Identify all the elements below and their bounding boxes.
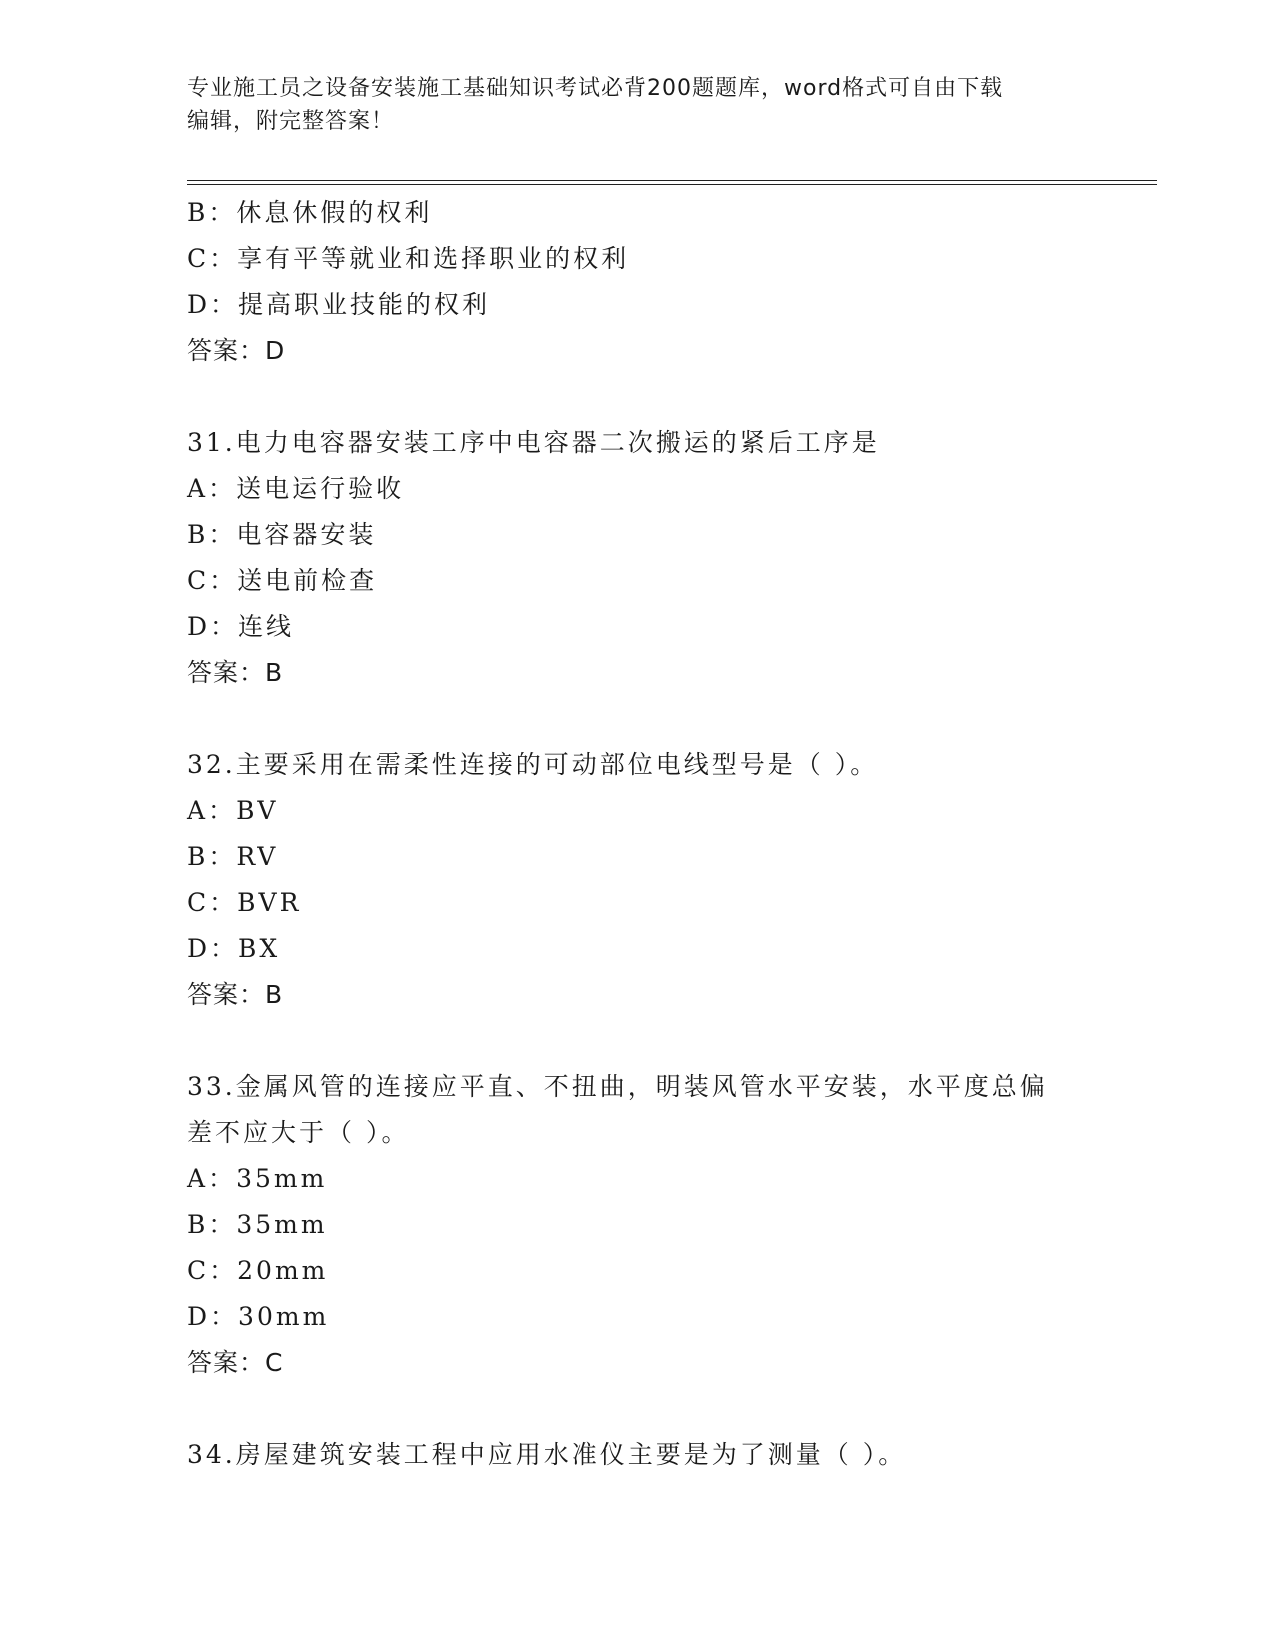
option-text: BV <box>236 796 279 825</box>
option-text: RV <box>236 842 279 871</box>
option-c <box>187 880 1137 926</box>
option-a <box>187 1156 1137 1202</box>
option-text: 电容器安装 <box>236 520 377 549</box>
spacer <box>187 1018 1137 1064</box>
question-text: 房屋建筑安装工程中应用水准仪主要是为了测量（ ）。 <box>235 1440 907 1469</box>
document-body <box>187 190 1137 1478</box>
question-34 <box>187 1432 1137 1478</box>
option-text: 连线 <box>238 612 295 641</box>
option-text: 送电前检查 <box>237 566 378 595</box>
option-text: 送电运行验收 <box>236 474 405 503</box>
option-letter: C： <box>187 244 238 273</box>
header-line-1: 专业施工员之设备安装施工基础知识考试必背200题题库，word格式可自由下载 <box>187 76 1004 101</box>
option-letter: B： <box>187 842 237 871</box>
answer: 答案：B <box>187 980 284 1009</box>
option-letter: C： <box>187 1256 238 1285</box>
question-stem <box>187 420 1137 466</box>
option-text: BX <box>238 934 281 963</box>
option-c <box>187 558 1137 604</box>
option-b <box>187 190 1137 236</box>
answer: 答案：C <box>187 1348 284 1377</box>
option-c <box>187 1248 1137 1294</box>
option-letter: D： <box>187 290 239 319</box>
option-letter: A： <box>187 474 237 503</box>
option-letter: A： <box>187 1164 237 1193</box>
question-text: 金属风管的连接应平直、不扭曲，明装风管水平安装，水平度总偏 <box>235 1072 1048 1101</box>
option-letter: A： <box>187 796 237 825</box>
option-d <box>187 1294 1137 1340</box>
option-d <box>187 604 1137 650</box>
option-letter: B： <box>187 198 237 227</box>
question-32 <box>187 742 1137 1018</box>
option-text: 35mm <box>236 1164 328 1193</box>
question-stem-continued: 差不应大于（ ）。 <box>187 1118 410 1147</box>
spacer <box>187 696 1137 742</box>
answer: 答案：B <box>187 658 284 687</box>
question-33 <box>187 1064 1137 1386</box>
answer: 答案：D <box>187 336 286 365</box>
option-text: 享有平等就业和选择职业的权利 <box>237 244 630 273</box>
option-letter: D： <box>187 612 239 641</box>
header-line-2: 编辑，附完整答案！ <box>187 109 395 134</box>
option-b <box>187 1202 1137 1248</box>
option-text: 提高职业技能的权利 <box>238 290 491 319</box>
option-letter: D： <box>187 934 239 963</box>
option-text: 休息休假的权利 <box>236 198 433 227</box>
question-text: 电力电容器安装工序中电容器二次搬运的紧后工序是 <box>235 428 880 457</box>
question-number: 31. <box>187 428 236 457</box>
question-number: 34. <box>187 1440 236 1469</box>
option-letter: C： <box>187 888 238 917</box>
option-letter: B： <box>187 1210 237 1239</box>
option-text: 35mm <box>236 1210 328 1239</box>
spacer <box>187 374 1137 420</box>
question-partial <box>187 190 1137 374</box>
question-31 <box>187 420 1137 696</box>
option-text: 30mm <box>238 1302 330 1331</box>
option-d <box>187 926 1137 972</box>
option-b <box>187 834 1137 880</box>
question-number: 33. <box>187 1072 236 1101</box>
option-text: BVR <box>237 888 302 917</box>
question-number: 32. <box>187 750 236 779</box>
question-stem <box>187 1064 1137 1110</box>
header-divider <box>187 180 1157 185</box>
option-text: 20mm <box>237 1256 329 1285</box>
question-stem <box>187 742 1137 788</box>
option-letter: D： <box>187 1302 239 1331</box>
question-stem <box>187 1432 1137 1478</box>
option-letter: B： <box>187 520 237 549</box>
document-header <box>187 72 1087 138</box>
option-letter: C： <box>187 566 238 595</box>
option-c <box>187 236 1137 282</box>
option-d <box>187 282 1137 328</box>
option-a <box>187 788 1137 834</box>
spacer <box>187 1386 1137 1432</box>
option-b <box>187 512 1137 558</box>
question-text: 主要采用在需柔性连接的可动部位电线型号是（ ）。 <box>235 750 879 779</box>
option-a <box>187 466 1137 512</box>
